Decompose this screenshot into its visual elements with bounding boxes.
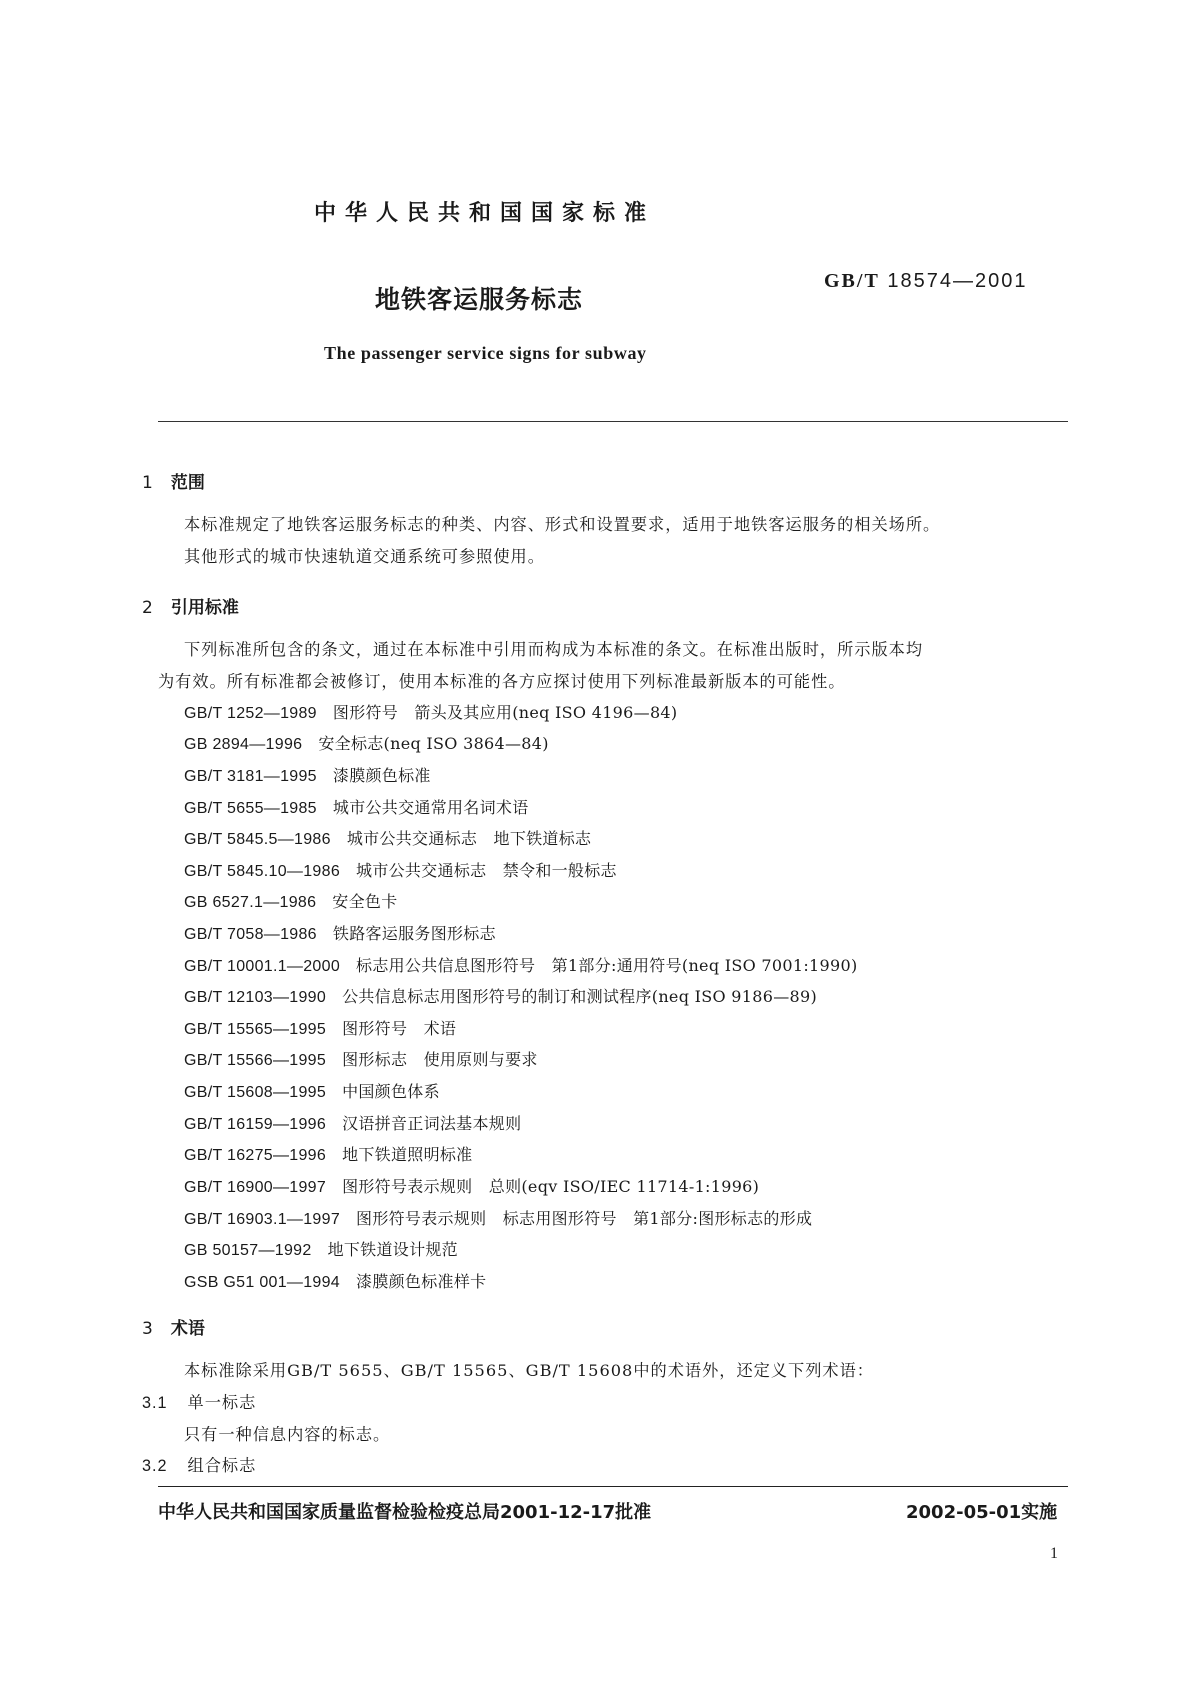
reference-item [184,763,431,786]
implementation-date: 2002-05-01实施 [906,1502,1058,1523]
reference-item [184,1016,456,1039]
reference-code: GB/T 5655—1985 [184,800,317,817]
reference-title: 图形标志 使用原则与要求 [342,1050,538,1069]
standard-number: 18574—2001 [887,270,1028,292]
page-title-cn: 地铁客运服务标志 [375,285,584,314]
reference-title: 城市公共交通标志 地下铁道标志 [346,829,592,848]
section-title: 范围 [170,473,205,493]
section-3-heading [142,1314,205,1339]
reference-title: 城市公共交通标志 禁令和一般标志 [356,861,617,880]
reference-code: GB 6527.1—1986 [184,894,317,911]
reference-title: 地下铁道照明标准 [342,1145,473,1164]
reference-code: GB/T 12103—1990 [184,989,327,1006]
reference-title: 公共信息标志用图形符号的制订和测试程序(neq ISO 9186—89) [342,987,818,1006]
reference-code: GB/T 15566—1995 [184,1052,327,1069]
reference-code: GSB G51 001—1994 [184,1274,341,1291]
reference-item [184,731,549,754]
reference-title: 汉语拼音正词法基本规则 [342,1114,522,1133]
reference-code: GB/T 5845.10—1986 [184,863,341,880]
reference-title: 图形符号 箭头及其应用(neq ISO 4196—84) [332,703,678,722]
reference-item [184,1079,440,1102]
reference-item [184,1047,538,1070]
reference-item [184,858,617,881]
reference-item [184,1269,486,1292]
reference-item [184,700,677,723]
section-number: 1 [142,473,153,493]
reference-code: GB/T 16903.1—1997 [184,1211,341,1228]
reference-item [184,826,591,849]
reference-code: GB/T 1252—1989 [184,705,317,722]
national-standard-heading: 中华人民共和国国家标准 [314,201,656,226]
section-number: 2 [142,598,153,618]
section-2-line-1: 下列标准所包含的条文，通过在本标准中引用而构成为本标准的条文。在标准出版时，所示版本均 [184,640,924,659]
reference-title: 图形符号表示规则 标志用图形符号 第1部分:图形标志的形成 [356,1209,813,1228]
section-1-line-2: 其他形式的城市快速轨道交通系统可参照使用。 [184,547,545,566]
footer-divider [158,1486,1068,1487]
section-1-line-1: 本标准规定了地铁客运服务标志的种类、内容、形式和设置要求，适用于地铁客运服务的相关场所。 [184,515,941,534]
reference-title: 地下铁道设计规范 [327,1240,458,1259]
section-2-heading [142,593,239,618]
section-title: 术语 [170,1319,205,1339]
reference-item [184,1206,812,1229]
standard-prefix: GB/T [824,270,880,292]
reference-code: GB/T 5845.5—1986 [184,831,331,848]
subsection-title: 组合标志 [187,1456,257,1475]
reference-title: 安全色卡 [332,892,398,911]
subsection-title: 单一标志 [187,1393,257,1412]
subsection-number: 3.2 [142,1457,168,1475]
reference-code: GB/T 15608—1995 [184,1084,327,1101]
header-divider [158,421,1068,422]
reference-code: GB 50157—1992 [184,1242,312,1259]
section-1-heading [142,468,205,493]
reference-item [184,1111,521,1134]
section-3-intro: 本标准除采用GB/T 5655、GB/T 15565、GB/T 15608中的术语外，还定义下列术语： [184,1361,874,1380]
page-title-en: The passenger service signs for subway [324,343,647,363]
section-title: 引用标准 [170,598,239,618]
reference-title: 图形符号表示规则 总则(eqv ISO/IEC 11714-1:1996) [342,1177,760,1196]
standard-code [824,270,1027,293]
reference-code: GB/T 16159—1996 [184,1116,327,1133]
reference-title: 漆膜颜色标准样卡 [356,1272,487,1291]
reference-code: GB/T 3181—1995 [184,768,317,785]
reference-item [184,1174,759,1197]
subsection-3-1 [142,1389,256,1413]
reference-code: GB/T 7058—1986 [184,926,317,943]
reference-code: GB/T 16900—1997 [184,1179,327,1196]
subsection-3-2 [142,1452,256,1476]
subsection-number: 3.1 [142,1394,168,1412]
reference-title: 标志用公共信息图形符号 第1部分:通用符号(neq ISO 7001:1990) [356,956,858,975]
reference-title: 铁路客运服务图形标志 [332,924,496,943]
approval-statement: 中华人民共和国国家质量监督检验检疫总局2001-12-17批准 [158,1502,652,1523]
page-number: 1 [1050,1545,1058,1562]
reference-item [184,795,529,818]
reference-title: 漆膜颜色标准 [332,766,431,785]
reference-title: 安全标志(neq ISO 3864—84) [318,734,549,753]
reference-title: 图形符号 术语 [342,1019,457,1038]
reference-title: 中国颜色体系 [342,1082,440,1101]
section-2-line-2: 为有效。所有标准都会被修订，使用本标准的各方应探讨使用下列标准最新版本的可能性。 [158,672,846,691]
section-number: 3 [142,1319,153,1339]
reference-item [184,984,817,1007]
reference-code: GB 2894—1996 [184,736,303,753]
subsection-3-1-text: 只有一种信息内容的标志。 [184,1425,391,1444]
reference-item [184,1142,472,1165]
reference-item [184,953,858,976]
reference-item [184,921,496,944]
reference-code: GB/T 10001.1—2000 [184,958,341,975]
reference-code: GB/T 15565—1995 [184,1021,327,1038]
reference-title: 城市公共交通常用名词术语 [332,798,529,817]
reference-item [184,889,398,912]
reference-item [184,1237,458,1260]
reference-code: GB/T 16275—1996 [184,1147,327,1164]
